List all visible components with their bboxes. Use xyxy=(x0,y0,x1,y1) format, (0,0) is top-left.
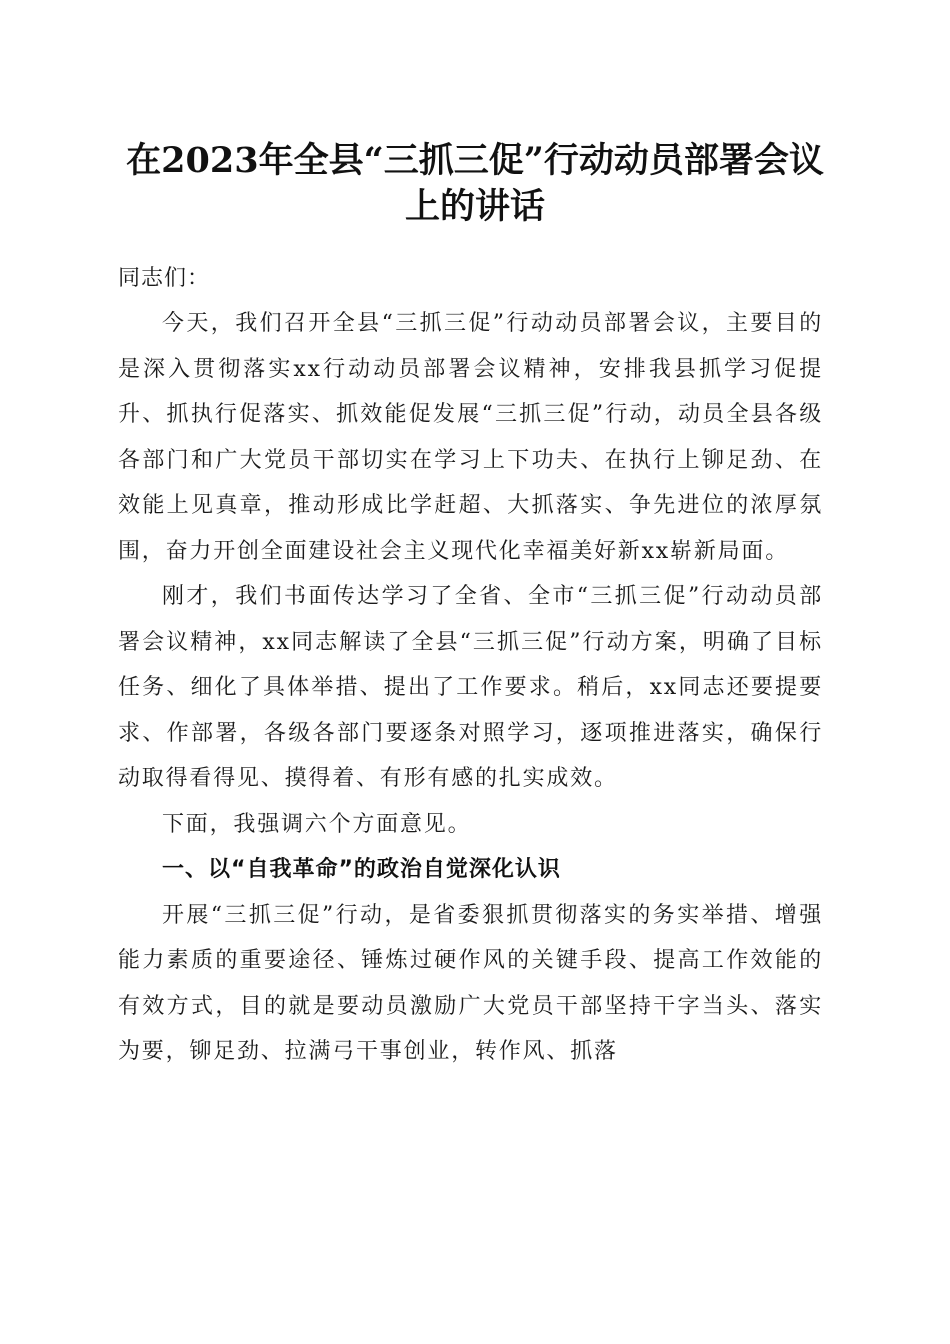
section-heading: 一、以“自我革命”的政治自觉深化认识 xyxy=(162,857,561,882)
paragraph-transition: 下面，我强调六个方面意见。 xyxy=(162,811,472,837)
document-body xyxy=(118,256,823,1075)
section-paragraph: 开展“三抓三促”行动，是省委狠抓贯彻落实的务实举措、增强能力素质的重要途径、锤炼过硬作风的关键手段、提高工作效能的有效方式，目的就是要动员激励广大党员干部坚持干字当头、落实为要，铆足劲、拉满弓干事创业，转作风、抓落 xyxy=(118,902,823,1064)
salutation: 同志们： xyxy=(118,266,211,291)
paragraph-opening: 今天，我们召开全县“三抓三促”行动动员部署会议，主要目的是深入贯彻落实xx行动动员部署会议精神，安排我县抓学习促提升、抓执行促落实、抓效能促发展“三抓三促”行动，动员全县各级各部门和广大党员干部切实在学习上下功夫、在执行上铆足劲、在效能上见真章，推动形成比学赶超、大抓落实、争先进位的浓厚氛围，奋力开创全面建设社会主义现代化幸福美好新xx崭新局面。 xyxy=(118,311,823,564)
paragraph-review: 刚才，我们书面传达学习了全省、全市“三抓三促”行动动员部署会议精神，xx同志解读了全县“三抓三促”行动方案，明确了目标任务、细化了具体举措、提出了工作要求。稍后，xx同志还要提要求、作部署，各级各部门要逐条对照学习，逐项推进落实，确保行动取得看得见、摸得着、有形有感的扎实成效。 xyxy=(118,584,823,791)
document-title: 在2023年全县“三抓三促”行动动员部署会议上的讲话 xyxy=(126,140,824,227)
